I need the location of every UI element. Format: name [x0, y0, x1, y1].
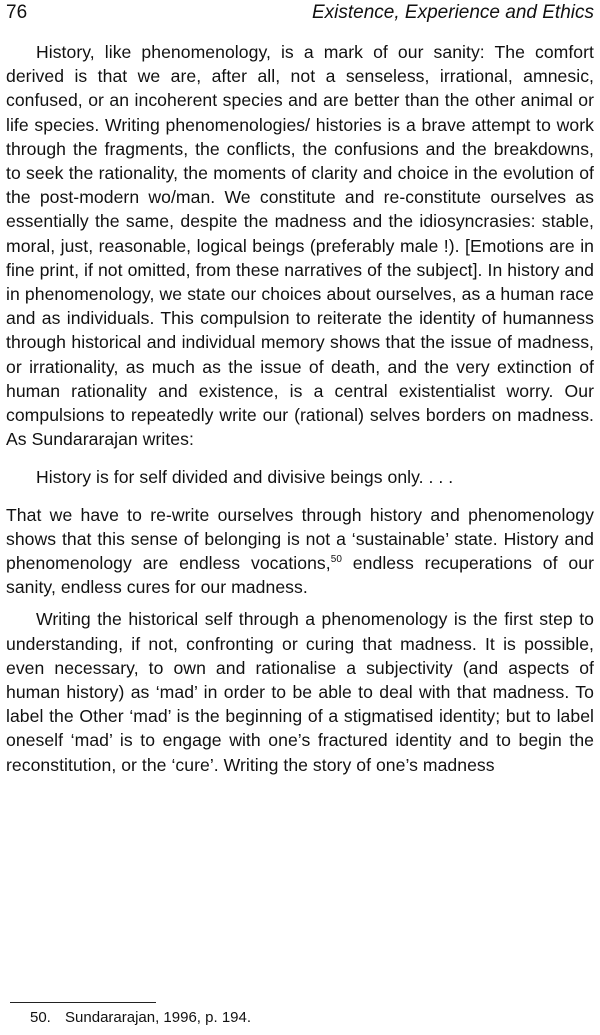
footnote-number: 50. — [30, 1009, 51, 1026]
body-text — [6, 40, 594, 777]
page-header — [6, 2, 594, 28]
paragraph-rewrite-ourselves — [6, 503, 594, 600]
paragraph-history-sanity: History, like phenomenology, is a mark of our sanity: The comfort derived is that we are, after all, not a senseless, irrational, amnesic, confused, or an incoherent species and are better than the other animal or life species. Writing phenomenologies/ histories is a brave attempt to work through the fragments, the conflicts, the confusions and the breakdowns, to seek the rationality, the moments of clarity and choice in the evolution of the post-modern wo/man. We constitute and re-constitute ourselves as essentially the same, despite the madness and the idiosyncrasies: stable, moral, just, reasonable, logical beings (preferably male !). [Emotions are in fine print, if not omitted, from these narratives of the subject]. In history and in phenomenology, we state our choices about ourselves, as a human race and as individuals. This compulsion to reiterate the identity of humanness through historical and individual memory shows that the issue of madness, or irrationality, as much as the issue of death, and the very extinction of human rationality and existence, is a central existentialist worry. Our compulsions to repeatedly write our (rational) selves borders on madness. As Sundararajan writes: — [6, 42, 594, 450]
page-number: 76 — [6, 2, 28, 23]
footnote-reference: 50 — [330, 554, 342, 566]
block-quote: History is for self divided and divisive beings only. . . . — [36, 467, 454, 488]
paragraph-text-part-2: endless recuperations of our sanity, endless cures for our madness. — [6, 553, 594, 598]
paragraph-writing-historical-self: Writing the historical self through a phenomenology is the first step to understanding, if not, confronting or curing that madness. It is possible, even necessary, to own and rationalise a subjectivity (and aspects of human history) as ‘mad’ in order to be able to deal with that madness. To label the Other ‘mad’ is the beginning of a stigmatised identity; but to label oneself ‘mad’ is to engage with one’s fractured identity and to begin the reconstitution, or the ‘cure’. Writing the story of one’s madness — [6, 609, 594, 775]
running-head: Existence, Experience and Ethics — [312, 2, 594, 23]
footnote-divider — [10, 1002, 156, 1003]
footnote-text: Sundararajan, 1996, p. 194. — [65, 1009, 252, 1026]
paragraph-text-part-1: That we have to re-write ourselves through history and phenomenology shows that this sense of belonging is not a ‘sustainable’ state. History and phenomenology are endless vocations, — [6, 504, 594, 574]
footnote — [30, 1009, 251, 1026]
